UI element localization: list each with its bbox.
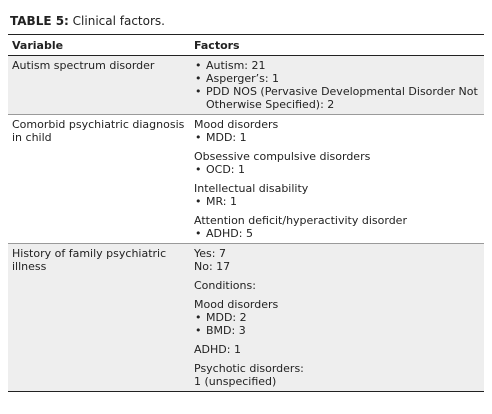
list-item: • OCD: 1 — [194, 163, 480, 176]
clinical-factors-table — [8, 34, 484, 392]
group-heading: Mood disorders — [194, 298, 279, 311]
bullet-list — [194, 163, 480, 176]
factor-group — [194, 343, 480, 356]
factor-group — [194, 362, 480, 388]
variable-cell: History of family psychiatric illness — [8, 244, 190, 392]
no-count: No: 17 — [194, 260, 231, 273]
bullet-list — [194, 59, 480, 111]
table-row — [8, 56, 484, 115]
list-item: • BMD: 3 — [194, 324, 480, 337]
bullet-list — [194, 131, 480, 144]
list-item: • MDD: 1 — [194, 131, 480, 144]
list-item: • ADHD: 5 — [194, 227, 480, 240]
factors-cell — [190, 115, 484, 244]
group-heading: Psychotic disorders: — [194, 362, 304, 375]
factor-group — [194, 279, 480, 292]
bullet-list — [194, 311, 480, 337]
factors-cell — [190, 56, 484, 115]
group-heading: Attention deficit/hyperactivity disorder — [194, 214, 407, 227]
yes-count: Yes: 7 — [194, 247, 226, 260]
variable-cell: Autism spectrum disorder — [8, 56, 190, 115]
group-heading: Intellectual disability — [194, 182, 309, 195]
list-item: • MDD: 2 — [194, 311, 480, 324]
factors-cell — [190, 244, 484, 392]
conditions-label: Conditions: — [194, 279, 256, 292]
factor-group — [194, 118, 480, 144]
list-item: • Autism: 21 — [194, 59, 480, 72]
list-item: • MR: 1 — [194, 195, 480, 208]
table-caption-text: Clinical factors. — [68, 14, 165, 28]
list-item: • PDD NOS (Pervasive Developmental Disorder Not Otherwise Specified): 2 — [194, 85, 480, 111]
list-item: • Asperger’s: 1 — [194, 72, 480, 85]
table-row — [8, 115, 484, 244]
header-factors: Factors — [190, 35, 484, 56]
table-row — [8, 244, 484, 392]
header-variable: Variable — [8, 35, 190, 56]
table-header-row — [8, 35, 484, 56]
table-caption-label: TABLE 5: — [10, 14, 69, 28]
factor-group — [194, 182, 480, 208]
bullet-list — [194, 195, 480, 208]
factor-group — [194, 298, 480, 337]
bullet-list — [194, 227, 480, 240]
factor-group — [194, 247, 480, 273]
factor-group — [194, 214, 480, 240]
variable-cell: Comorbid psychiatric diagnosis in child — [8, 115, 190, 244]
table-caption — [8, 14, 484, 28]
adhd-count: ADHD: 1 — [194, 343, 241, 356]
psychotic-value: 1 (unspecified) — [194, 375, 277, 388]
group-heading: Mood disorders — [194, 118, 279, 131]
factor-group — [194, 150, 480, 176]
group-heading: Obsessive compulsive disorders — [194, 150, 371, 163]
